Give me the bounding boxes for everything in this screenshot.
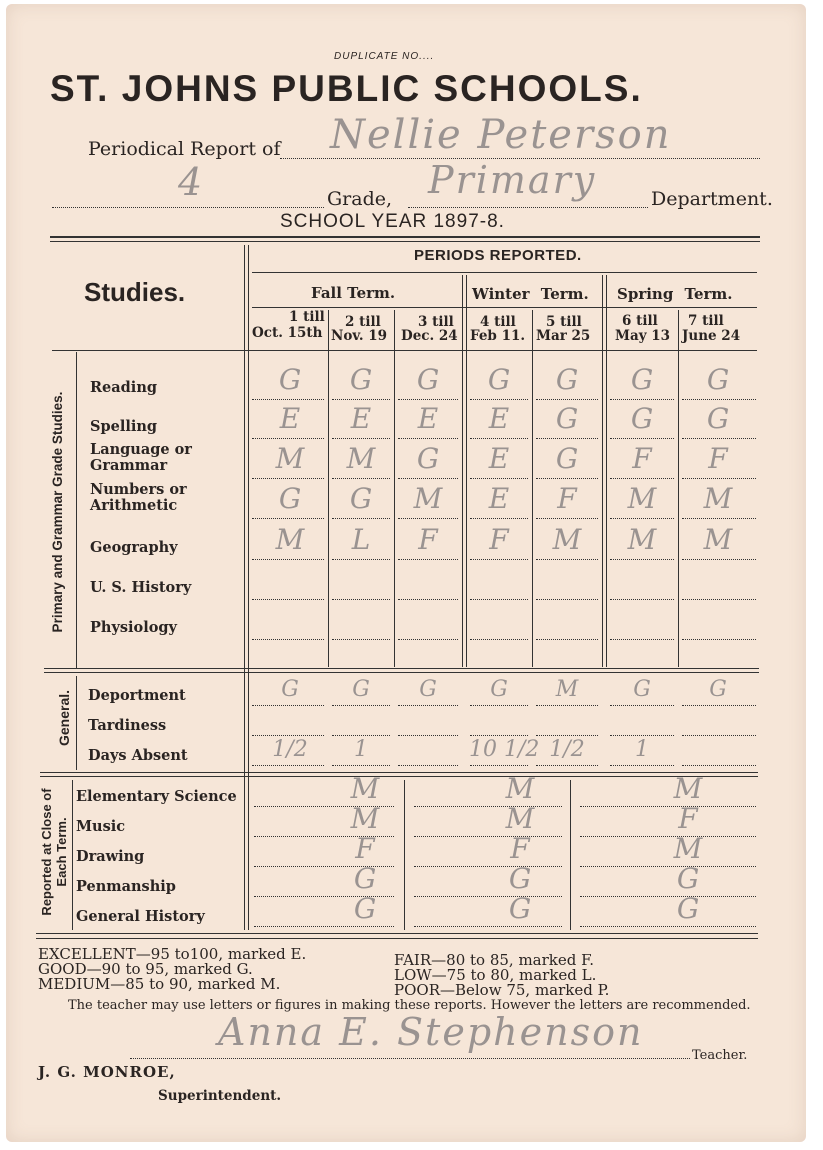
- grade-line: [610, 399, 674, 400]
- legend-note: The teacher may use letters or figures in making these reports. However the letters are recommended.: [68, 998, 751, 1013]
- grade-cell: M: [505, 802, 535, 835]
- grade-line: [682, 705, 756, 706]
- grade-cell: E: [488, 442, 510, 475]
- teacher-line: [130, 1058, 690, 1059]
- grade-line: [252, 639, 324, 640]
- grade-cell: 1/2: [549, 737, 585, 762]
- grade-cell: G: [709, 677, 727, 702]
- grade-cell: F: [557, 482, 577, 515]
- grade-line: [470, 399, 528, 400]
- grade-line: [536, 438, 598, 439]
- grade-line: [414, 926, 562, 927]
- grade-line: [52, 207, 324, 208]
- grade-cell: M: [673, 772, 703, 805]
- grade-line: [470, 478, 528, 479]
- grade-line: [682, 438, 756, 439]
- table-top-rule-2: [50, 241, 760, 242]
- grade-cell: F: [678, 802, 698, 835]
- grade-line: [252, 735, 324, 736]
- department-line: [408, 207, 648, 208]
- grade-line: [398, 765, 458, 766]
- grade-line: [682, 518, 756, 519]
- period-2-line1: 2 till: [345, 314, 381, 330]
- term-sep-1a: [462, 275, 463, 667]
- superintendent-label: Superintendent.: [158, 1088, 282, 1104]
- grade-cell: G: [555, 442, 579, 475]
- grade-cell: G: [349, 482, 373, 515]
- period-sep: [394, 310, 395, 667]
- grade-line: [610, 735, 674, 736]
- grade-cell: G: [416, 442, 440, 475]
- periods-rule: [252, 272, 757, 273]
- term-winter: Winter Term.: [472, 285, 589, 303]
- close-label-elementary-science: Elementary Science: [76, 788, 237, 805]
- study-label-spelling: Spelling: [90, 418, 158, 435]
- grade-line: [332, 478, 390, 479]
- period-7-line2: June 24: [682, 328, 741, 344]
- grade-line: [610, 478, 674, 479]
- grade-line: [470, 599, 528, 600]
- grade-cell: M: [275, 442, 305, 475]
- study-label-physiology: Physiology: [90, 619, 177, 636]
- legend-poor: POOR—Below 75, marked P.: [394, 981, 610, 999]
- primary-group-label: Primary and Grammar Grade Studies.: [50, 391, 65, 633]
- grade-line: [610, 518, 674, 519]
- table-top-rule: [50, 236, 760, 238]
- period-1-line1: 1 till: [289, 309, 325, 325]
- legend-fair: FAIR—80 to 85, marked F.: [394, 951, 594, 969]
- grade-line: [398, 399, 458, 400]
- general-group-divider: [76, 676, 77, 770]
- studies-divider: [244, 245, 245, 930]
- primary-group-divider: [76, 352, 77, 668]
- grade-cell: G: [353, 862, 377, 895]
- superintendent-name: J. G. MONROE,: [38, 1063, 176, 1081]
- grade-line: [536, 735, 598, 736]
- grade-line: [398, 559, 458, 560]
- general-top-rule-2: [44, 672, 759, 673]
- grade-cell: M: [627, 523, 657, 556]
- grade-line: [332, 735, 390, 736]
- grade-cell: F: [489, 523, 509, 556]
- report-of-label: Periodical Report of: [88, 138, 281, 160]
- grade-cell: F: [708, 442, 728, 475]
- grade-cell: G: [706, 363, 730, 396]
- grade-line: [398, 478, 458, 479]
- grade-line: [252, 478, 324, 479]
- period-6-line1: 6 till: [622, 313, 658, 329]
- grade-cell: L: [351, 523, 371, 556]
- grade-line: [580, 926, 756, 927]
- grade-line: [682, 735, 756, 736]
- teacher-label: Teacher.: [692, 1048, 748, 1063]
- grade-line: [536, 478, 598, 479]
- grade-cell: 10 1/2: [469, 737, 540, 762]
- grade-line: [470, 559, 528, 560]
- grade-line: [536, 705, 598, 706]
- grade-line: [252, 599, 324, 600]
- grade-cell: E: [417, 402, 439, 435]
- period-3-line1: 3 till: [418, 314, 454, 330]
- study-label-reading: Reading: [90, 379, 157, 396]
- period-4-line2: Feb 11.: [470, 328, 526, 344]
- close-label-drawing: Drawing: [76, 848, 145, 865]
- term-sep-2a: [602, 275, 603, 667]
- close-term-sep-1: [404, 780, 405, 930]
- grade-cell: G: [353, 892, 377, 925]
- grade-line: [398, 438, 458, 439]
- study-label-numbers-or-arithmetic: Numbers or Arithmetic: [90, 481, 187, 514]
- period-sep: [532, 310, 533, 667]
- grade-line: [536, 639, 598, 640]
- studies-heading: Studies.: [84, 277, 186, 307]
- grade-line: [332, 765, 390, 766]
- grade-cell: M: [703, 482, 733, 515]
- period-7-line1: 7 till: [688, 313, 724, 329]
- close-label-penmanship: Penmanship: [76, 878, 176, 895]
- period-4-line1: 4 till: [480, 314, 516, 330]
- grade-line: [470, 705, 528, 706]
- grade-cell: M: [552, 523, 582, 556]
- grade-cell: F: [632, 442, 652, 475]
- period-6-line2: May 13: [615, 328, 671, 344]
- term-spring: Spring Term.: [617, 285, 733, 303]
- grade-cell: G: [490, 677, 508, 702]
- grade-line: [332, 518, 390, 519]
- grade-line: [252, 438, 324, 439]
- grade-cell: M: [703, 523, 733, 556]
- grade-cell: G: [508, 862, 532, 895]
- grade-cell: G: [633, 677, 651, 702]
- grade-cell: G: [676, 862, 700, 895]
- legend-good: GOOD—90 to 95, marked G.: [38, 960, 253, 978]
- general-group-label: General.: [56, 689, 72, 747]
- legend-low: LOW—75 to 80, marked L.: [394, 966, 597, 984]
- grade-cell: 1/2: [272, 737, 308, 762]
- grade-line: [470, 518, 528, 519]
- legend-medium: MEDIUM—85 to 90, marked M.: [38, 975, 281, 993]
- term-fall: Fall Term.: [311, 284, 396, 302]
- close-term-sep-2: [570, 780, 571, 930]
- period-sep: [678, 310, 679, 667]
- grade-cell: M: [346, 442, 376, 475]
- grade-cell: G: [555, 363, 579, 396]
- study-label-language-or-grammar: Language or Grammar: [90, 441, 192, 474]
- close-label-general-history: General History: [76, 908, 205, 925]
- grade-line: [332, 705, 390, 706]
- grade-line: [610, 705, 674, 706]
- student-name: Nellie Peterson: [330, 112, 672, 158]
- grade-line: [610, 765, 674, 766]
- grade-line: [682, 478, 756, 479]
- grade-line: [536, 559, 598, 560]
- grade-line: [610, 559, 674, 560]
- close-group-label: Reported at Close of Each Term.: [39, 788, 69, 916]
- grade-line: [470, 639, 528, 640]
- grade-line: [332, 599, 390, 600]
- grade-line: [252, 559, 324, 560]
- grade-line: [398, 639, 458, 640]
- term-sep-2b: [606, 275, 607, 667]
- grade-line: [332, 639, 390, 640]
- grade-label: Grade,: [327, 188, 393, 210]
- grade-line: [398, 518, 458, 519]
- grade-cell: E: [488, 402, 510, 435]
- close-group-divider: [72, 780, 73, 930]
- grade-line: [536, 399, 598, 400]
- grade-cell: G: [278, 363, 302, 396]
- general-label-deportment: Deportment: [88, 687, 186, 704]
- grade-line: [610, 438, 674, 439]
- grade-line: [398, 705, 458, 706]
- grade-cell: M: [275, 523, 305, 556]
- term-rule: [252, 307, 757, 308]
- general-label-days-absent: Days Absent: [88, 747, 188, 764]
- period-5-line2: Mar 25: [536, 328, 591, 344]
- period-sep: [328, 310, 329, 667]
- school-year: SCHOOL YEAR 1897-8.: [280, 211, 505, 232]
- grade-cell: F: [355, 832, 375, 865]
- grade-cell: M: [627, 482, 657, 515]
- grade-cell: G: [281, 677, 299, 702]
- general-top-rule: [44, 668, 759, 669]
- grade-cell: E: [279, 402, 301, 435]
- close-top-rule: [40, 772, 758, 773]
- grade-line: [610, 639, 674, 640]
- grade-line: [682, 559, 756, 560]
- teacher-signature: Anna E. Stephenson: [218, 1010, 644, 1054]
- grade-cell: G: [630, 363, 654, 396]
- grade-line: [332, 438, 390, 439]
- general-label-tardiness: Tardiness: [88, 717, 167, 734]
- grade-cell: M: [350, 802, 380, 835]
- department-name: Primary: [428, 158, 597, 202]
- grade-line: [536, 518, 598, 519]
- grade-line: [682, 639, 756, 640]
- school-title: ST. JOHNS PUBLIC SCHOOLS.: [50, 68, 643, 109]
- grade-cell: 1: [635, 737, 649, 762]
- department-label: Department.: [651, 188, 773, 210]
- header-bottom-rule: [52, 350, 757, 351]
- grade-cell: G: [416, 363, 440, 396]
- grade-line: [470, 765, 528, 766]
- grade-cell: F: [418, 523, 438, 556]
- period-5-line1: 5 till: [546, 314, 582, 330]
- grade-cell: G: [630, 402, 654, 435]
- grade-cell: M: [505, 772, 535, 805]
- grade-cell: G: [555, 402, 579, 435]
- period-1-line2: Oct. 15th: [252, 325, 323, 341]
- grade-line: [682, 399, 756, 400]
- studies-divider-2: [248, 245, 249, 930]
- grade-line: [682, 765, 756, 766]
- grade-cell: M: [413, 482, 443, 515]
- grade-line: [682, 599, 756, 600]
- grade-cell: M: [555, 677, 579, 702]
- grade-cell: E: [488, 482, 510, 515]
- grade-line: [398, 599, 458, 600]
- close-top-rule-2: [40, 776, 758, 777]
- grade-line: [610, 599, 674, 600]
- grade-line: [252, 518, 324, 519]
- grade-line: [332, 559, 390, 560]
- grade-cell: G: [676, 892, 700, 925]
- grade-cell: G: [419, 677, 437, 702]
- grade-number: 4: [178, 160, 203, 204]
- grade-cell: G: [487, 363, 511, 396]
- grade-cell: M: [673, 832, 703, 865]
- grade-cell: G: [352, 677, 370, 702]
- period-3-line2: Dec. 24: [401, 328, 458, 344]
- grade-cell: F: [510, 832, 530, 865]
- grade-line: [398, 735, 458, 736]
- term-sep-1b: [466, 275, 467, 667]
- grade-line: [536, 599, 598, 600]
- grade-line: [252, 705, 324, 706]
- grade-line: [332, 399, 390, 400]
- periods-heading: PERIODS REPORTED.: [414, 247, 582, 264]
- table-bottom-rule-2: [36, 938, 758, 939]
- close-label-music: Music: [76, 818, 126, 835]
- period-2-line2: Nov. 19: [331, 328, 388, 344]
- grade-line: [252, 399, 324, 400]
- duplicate-number: DUPLICATE NO....: [334, 51, 435, 62]
- grade-line: [254, 926, 394, 927]
- study-label-geography: Geography: [90, 539, 178, 556]
- table-bottom-rule: [36, 933, 758, 934]
- grade-line: [470, 438, 528, 439]
- grade-cell: E: [350, 402, 372, 435]
- grade-cell: G: [278, 482, 302, 515]
- grade-cell: G: [349, 363, 373, 396]
- grade-line: [252, 765, 324, 766]
- study-label-u-s-history: U. S. History: [90, 579, 192, 596]
- grade-line: [470, 735, 528, 736]
- grade-cell: G: [706, 402, 730, 435]
- legend-excellent: EXCELLENT—95 to100, marked E.: [38, 945, 307, 963]
- grade-cell: M: [350, 772, 380, 805]
- grade-cell: G: [508, 892, 532, 925]
- grade-cell: 1: [354, 737, 368, 762]
- grade-line: [536, 765, 598, 766]
